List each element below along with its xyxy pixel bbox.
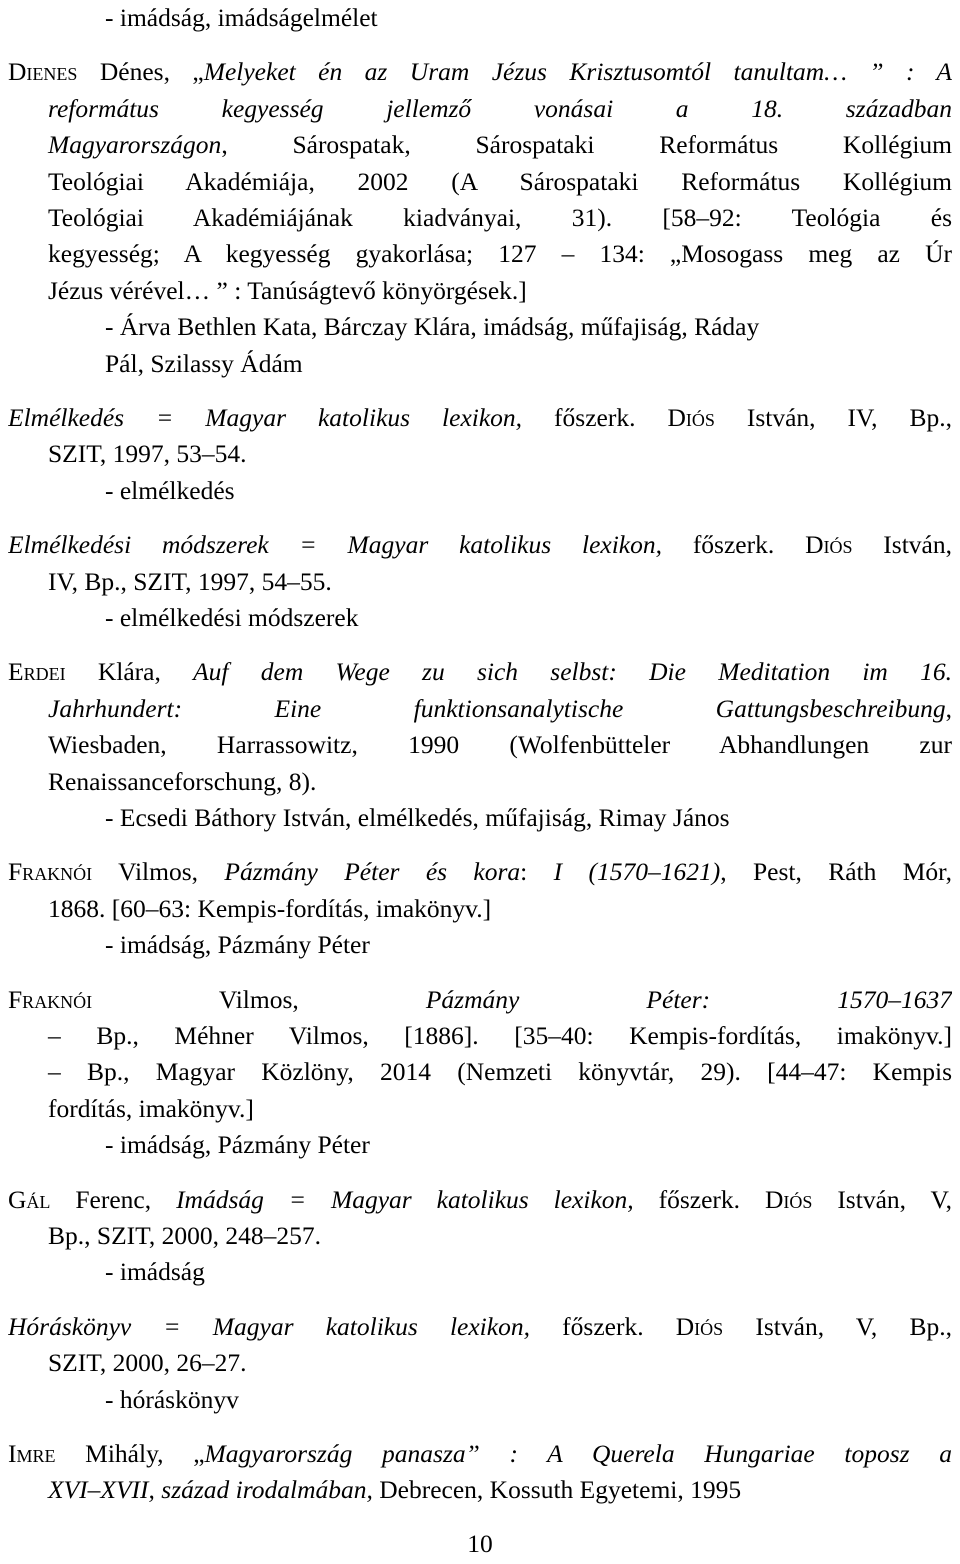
- citation-text: főszerk.: [662, 530, 806, 560]
- citation-line: [8, 727, 952, 763]
- citation-text: főszerk.: [529, 1311, 676, 1341]
- entry-gap: [8, 1164, 952, 1182]
- citation-line: [8, 564, 952, 600]
- title-text: Magyarországon: [48, 130, 222, 160]
- citation-line: [8, 1309, 952, 1345]
- citation-line: [8, 1091, 952, 1127]
- citation-text: Vilmos,: [92, 857, 225, 887]
- citation-text: Mihály, „: [55, 1438, 205, 1468]
- citation-text: Dénes, „: [77, 57, 204, 87]
- citation-line: [8, 1182, 952, 1218]
- bibliography-entry: [8, 400, 952, 509]
- citation-line: [8, 127, 952, 163]
- author-surname: Gál: [8, 1184, 51, 1214]
- entry-gap: [8, 36, 952, 54]
- keyword-tags: - imádság, imádságelmélet: [105, 3, 378, 32]
- entry-gap: [8, 1418, 952, 1436]
- entry-gap: [8, 964, 952, 982]
- title-text: XVI–XVII, század irodalmában,: [48, 1475, 373, 1505]
- citation-text: 1868. [60–63: Kempis-fordítás, imakönyv.]: [48, 893, 492, 923]
- citation-text: Teológiai Akadémiája, 2002 (A Sárospataki Református Kollégium: [48, 166, 952, 196]
- title-text: Magyarország panasza” : A Querela Hungariae toposz a: [204, 1438, 952, 1468]
- citation-line: [8, 1018, 952, 1054]
- author-surname: Fraknói: [8, 984, 93, 1014]
- citation-line: [8, 236, 952, 272]
- title-text: Melyeket én az Uram Jézus Krisztusomtól tanultam… ” : A: [203, 57, 952, 87]
- citation-text: Ferenc,: [50, 1184, 177, 1214]
- entry-gap: [8, 636, 952, 654]
- entry-gap: [8, 1291, 952, 1309]
- citation-line: [8, 1345, 952, 1381]
- keyword-tags-continued: Pál, Szilassy Ádám: [105, 348, 303, 378]
- citation-line: [8, 1436, 952, 1472]
- title-text: Auf dem Wege zu sich selbst: Die Meditation im 16.: [193, 657, 952, 687]
- citation-text: István,: [852, 530, 952, 560]
- keyword-tags: - imádság, Pázmány Péter: [105, 1130, 370, 1160]
- citation-text: Teológiai Akadémiájának kiadványai, 31). [58–92: Teológia és: [48, 202, 952, 232]
- author-surname: Diós: [675, 1311, 724, 1341]
- author-surname: Diós: [667, 402, 715, 432]
- title-text: Elmélkedés = Magyar katolikus lexikon,: [8, 402, 523, 432]
- citation-line: [8, 200, 952, 236]
- page-number: 10: [467, 1529, 493, 1558]
- bibliography-entry: [8, 982, 952, 1164]
- document-page: [8, 0, 952, 1564]
- title-text: Pázmány Péter és kora: [224, 857, 521, 887]
- citation-text: – Bp., Méhner Vilmos, [1886]. [35–40: Kempis-fordítás, imakönyv.]: [48, 1020, 952, 1050]
- citation-line: [8, 891, 952, 927]
- bibliography-entry: [8, 1182, 952, 1291]
- entry-gap: [8, 382, 952, 400]
- citation-text: István, IV, Bp.,: [714, 402, 952, 432]
- title-text: Hóráskönyv = Magyar katolikus lexikon,: [8, 1311, 530, 1341]
- title-text: Elmélkedési módszerek = Magyar katolikus lexikon,: [8, 530, 662, 560]
- keyword-tags: - Árva Bethlen Kata, Bárczay Klára, imádság, műfajiság, Ráday: [105, 312, 760, 342]
- citation-text: kegyesség; A kegyesség gyakorlása; 127 – 134: „Mosogass meg az Úr: [48, 239, 952, 269]
- bibliography-entry: [8, 0, 952, 36]
- citation-line: [8, 91, 952, 127]
- bibliography-entry: [8, 54, 952, 382]
- citation-line: [8, 1218, 952, 1254]
- author-surname: Diós: [805, 530, 853, 560]
- citation-text: Jézus vérével… ” : Tanúságtevő könyörgések.]: [48, 275, 527, 305]
- citation-text: ,: [945, 693, 952, 723]
- citation-line: [8, 436, 952, 472]
- citation-line: [8, 1054, 952, 1090]
- entry-gap: [8, 836, 952, 854]
- keyword-tags: - elmélkedés: [105, 475, 235, 505]
- title-text: református kegyesség jellemző vonásai a 18. században: [48, 93, 952, 123]
- citation-text: , Pest, Ráth Mór,: [720, 857, 952, 887]
- bibliography-entry: [8, 654, 952, 836]
- keyword-tags: - imádság, Pázmány Péter: [105, 930, 370, 960]
- entry-gap: [8, 509, 952, 527]
- title-text: Pázmány Péter: 1570–1637: [425, 984, 952, 1014]
- citation-text: Wiesbaden, Harrassowitz, 1990 (Wolfenbütteler Abhandlungen zur: [48, 730, 952, 760]
- author-surname: Fraknói: [8, 857, 93, 887]
- citation-text: Vilmos,: [92, 984, 426, 1014]
- citation-line: [8, 1472, 952, 1508]
- citation-text: Debrecen, Kossuth Egyetemi, 1995: [372, 1475, 742, 1505]
- citation-text: :: [520, 857, 554, 887]
- citation-line: [8, 164, 952, 200]
- bibliography-entry: [8, 854, 952, 963]
- title-text: I (1570–1621): [553, 857, 721, 887]
- citation-text: Klára,: [65, 657, 194, 687]
- citation-text: , Sárospatak, Sárospataki Református Kollégium: [221, 130, 952, 160]
- citation-text: fordítás, imakönyv.]: [48, 1093, 254, 1123]
- bibliography-entry: [8, 527, 952, 636]
- citation-text: SZIT, 2000, 26–27.: [48, 1348, 247, 1378]
- keyword-tags: - elmélkedési módszerek: [105, 602, 359, 632]
- citation-text: Bp., SZIT, 2000, 248–257.: [48, 1220, 321, 1250]
- author-surname: Diós: [764, 1184, 813, 1214]
- citation-line: [8, 527, 952, 563]
- title-text: Imádság = Magyar katolikus lexikon,: [176, 1184, 634, 1214]
- citation-line: [8, 982, 952, 1018]
- citation-line: [8, 854, 952, 890]
- citation-text: főszerk.: [633, 1184, 765, 1214]
- bibliography-entry: [8, 1436, 952, 1509]
- citation-text: főszerk.: [522, 402, 668, 432]
- bibliography-entry: [8, 1309, 952, 1418]
- citation-text: István, V, Bp.,: [723, 1311, 952, 1341]
- citation-text: SZIT, 1997, 53–54.: [48, 439, 247, 469]
- author-surname: Dienes: [8, 57, 78, 87]
- citation-line: [8, 54, 952, 90]
- keyword-tags: - imádság: [105, 1257, 205, 1287]
- citation-text: – Bp., Magyar Közlöny, 2014 (Nemzeti könyvtár, 29). [44–47: Kempis: [48, 1057, 952, 1087]
- citation-line: [8, 273, 952, 309]
- keyword-tags: - hóráskönyv: [105, 1384, 239, 1414]
- citation-text: IV, Bp., SZIT, 1997, 54–55.: [48, 566, 332, 596]
- citation-line: [8, 764, 952, 800]
- citation-text: István, V,: [812, 1184, 952, 1214]
- keyword-tags: - Ecsedi Báthory István, elmélkedés, műfajiság, Rimay János: [105, 802, 730, 832]
- author-surname: Imre: [8, 1438, 56, 1468]
- title-text: Jahrhundert: Eine funktionsanalytische Gattungsbeschreibung: [48, 693, 946, 723]
- bibliography-list: [8, 0, 952, 1509]
- citation-text: Renaissanceforschung, 8).: [48, 766, 317, 796]
- citation-line: [8, 691, 952, 727]
- citation-line: [8, 654, 952, 690]
- author-surname: Erdei: [8, 657, 66, 687]
- citation-line: [8, 400, 952, 436]
